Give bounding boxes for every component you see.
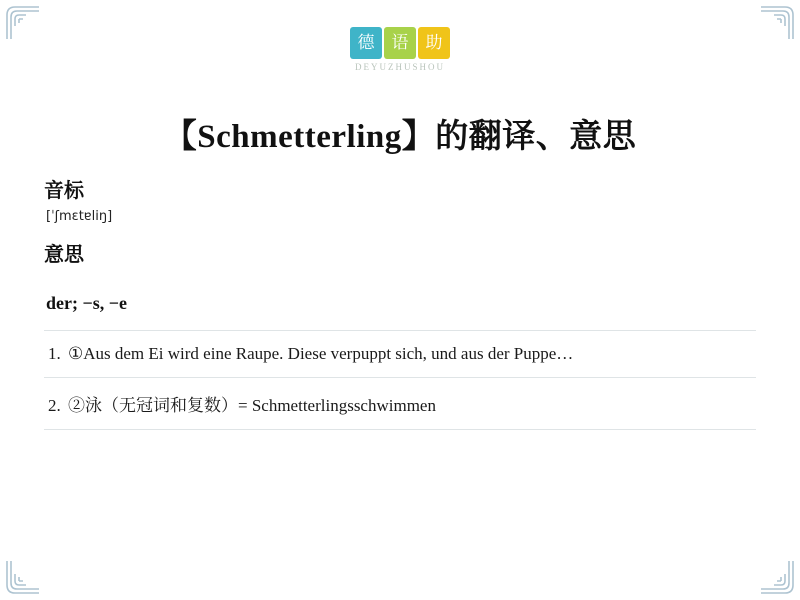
sense-number: 2. — [48, 396, 61, 415]
sense-number: 1. — [48, 344, 61, 363]
logo-blocks — [349, 27, 451, 59]
entry-content — [44, 160, 756, 430]
phonetic-heading: 音标 — [44, 180, 84, 202]
logo-block-1: 德 — [350, 27, 382, 59]
phonetic-value: [ˈʃmɛtɐliŋ] — [46, 209, 113, 224]
meaning-heading: 意思 — [44, 244, 84, 266]
logo-subtitle: DEYUZHUSHOU — [355, 62, 445, 72]
logo-block-3: 助 — [418, 27, 450, 59]
sense-list — [44, 330, 756, 430]
sense-text: ②泳（无冠词和复数）= Schmetterlingsschwimmen — [68, 396, 436, 415]
list-item — [44, 377, 756, 430]
site-logo[interactable] — [0, 14, 800, 72]
corner-ornament-bottom-left — [6, 560, 40, 594]
logo-block-2: 语 — [384, 27, 416, 59]
corner-ornament-bottom-right — [760, 560, 794, 594]
list-item — [44, 330, 756, 377]
sense-text: ①Aus dem Ei wird eine Raupe. Diese verpuppt sich, und aus der Puppe… — [68, 344, 574, 363]
grammar-info: der; −s, −e — [46, 293, 127, 313]
page-title: 【Schmetterling】的翻译、意思 — [163, 119, 637, 156]
